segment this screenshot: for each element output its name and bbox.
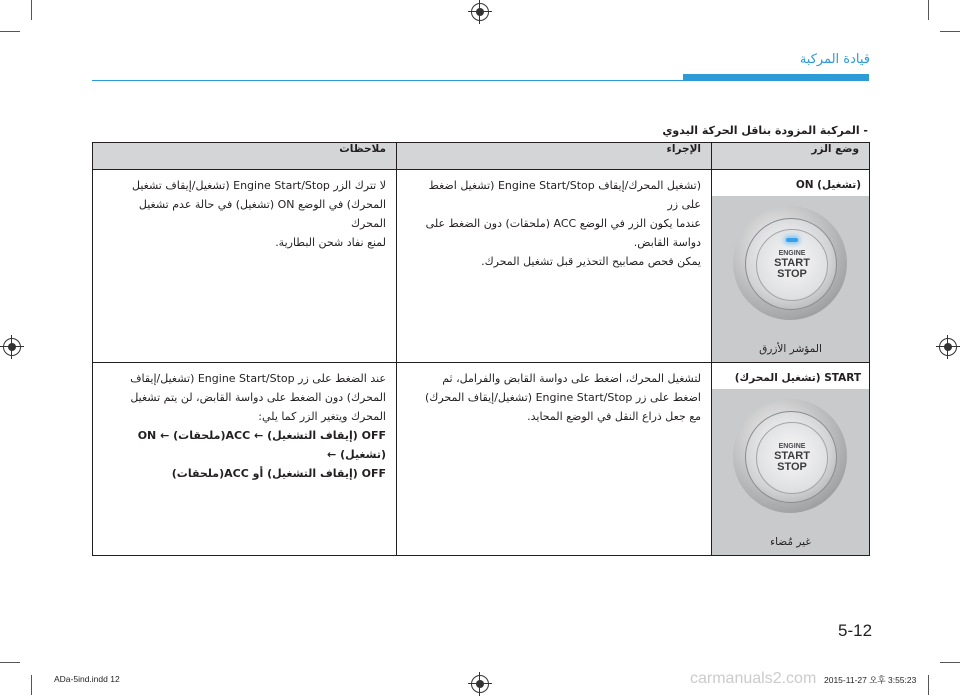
action-line: لتشغيل المحرك، اضغط على دواسة القابض والفرامل، ثم bbox=[442, 372, 701, 385]
notes-line: عند الضغط على زر Engine Start/Stop (تشغيل/إيقاف bbox=[130, 372, 386, 385]
column-header-position: وضع الزر bbox=[712, 143, 870, 170]
button-stop-text: STOP bbox=[777, 461, 807, 473]
action-cell bbox=[397, 170, 712, 363]
button-stop-text: STOP bbox=[777, 268, 807, 280]
watermark: carmanuals2.com bbox=[690, 670, 817, 687]
action-line: مع جعل ذراع النقل في الوضع المحايد. bbox=[527, 410, 701, 423]
notes-line: المحرك) دون الضغط على دواسة القابض، لن يتم تشغيل bbox=[130, 391, 386, 404]
position-cell bbox=[712, 363, 870, 556]
table-header-row bbox=[93, 143, 870, 170]
footer-file-info: ADa-5ind.indd 12 bbox=[54, 674, 120, 684]
crop-mark bbox=[940, 31, 960, 32]
crop-mark bbox=[928, 675, 929, 695]
position-cell bbox=[712, 170, 870, 363]
crop-mark bbox=[31, 0, 32, 20]
action-line: دواسة القابض. bbox=[633, 236, 701, 249]
notes-cell bbox=[93, 363, 397, 556]
notes-line: OFF (إيقاف التشغيل) أو ACC(ملحقات) bbox=[171, 467, 386, 480]
crop-mark bbox=[31, 675, 32, 695]
action-line: اضغط على زر Engine Start/Stop (تشغيل/إيقاف المحرك) bbox=[425, 391, 701, 404]
button-engine-text: ENGINE bbox=[778, 250, 806, 257]
section-accent-bar bbox=[683, 74, 869, 81]
action-cell bbox=[397, 363, 712, 556]
notes-line: المحرك ويتغير الزر كما يلي: bbox=[258, 410, 386, 423]
action-line: عندما يكون الزر في الوضع ACC (ملحقات) دون الضغط على bbox=[425, 217, 701, 230]
page-number: 5-12 bbox=[838, 621, 873, 640]
crop-mark bbox=[940, 662, 960, 663]
action-line: يمكن فحص مصابيح التحذير قبل تشغيل المحرك. bbox=[481, 255, 701, 268]
notes-cell bbox=[93, 170, 397, 363]
registration-mark-icon bbox=[3, 338, 21, 356]
crop-mark bbox=[0, 662, 20, 663]
button-start-text: START bbox=[774, 450, 810, 462]
image-caption: المؤشر الأزرق bbox=[712, 338, 869, 362]
notes-line: OFF (إيقاف التشغيل) ← ACC(ملحقات) ← ON (تشغيل) ← bbox=[137, 429, 386, 461]
button-position-table bbox=[92, 142, 870, 556]
column-header-action: الإجراء bbox=[397, 143, 712, 170]
crop-mark bbox=[928, 0, 929, 20]
registration-mark-icon bbox=[471, 3, 489, 21]
notes-line: لمنع نفاد شحن البطارية. bbox=[275, 236, 386, 249]
crop-mark bbox=[0, 31, 20, 32]
blue-indicator-icon bbox=[786, 238, 798, 242]
registration-mark-icon bbox=[471, 675, 489, 693]
position-label: (تشغيل) ON bbox=[712, 170, 869, 196]
start-button-image bbox=[712, 389, 869, 531]
notes-line: لا تترك الزر Engine Start/Stop (تشغيل/إيقاف تشغيل bbox=[132, 179, 386, 192]
button-engine-text: ENGINE bbox=[778, 443, 806, 450]
section-title: قيادة المركبة bbox=[799, 52, 870, 67]
column-header-notes: ملاحظات bbox=[93, 143, 397, 170]
registration-mark-icon bbox=[939, 338, 957, 356]
action-line: (تشغيل المحرك/إيقاف Engine Start/Stop (تشغيل اضغط على زر bbox=[428, 179, 701, 211]
table-row bbox=[93, 363, 870, 556]
table-row bbox=[93, 170, 870, 363]
start-stop-button-icon bbox=[733, 206, 847, 320]
position-label: START (تشغيل المحرك) bbox=[712, 363, 869, 389]
footer-datetime: 2015-11-27 오후 3:55:23 bbox=[824, 675, 917, 685]
notes-line: المحرك) في الوضع ON (تشغيل) في حالة عدم تشغيل المحرك bbox=[138, 198, 386, 230]
start-stop-button-icon bbox=[733, 399, 847, 513]
start-button-image bbox=[712, 196, 869, 338]
image-caption: غير مُضاء bbox=[712, 531, 869, 555]
subsection-heading: - المركبة المزودة بناقل الحركة اليدوي bbox=[662, 124, 868, 137]
button-start-text: START bbox=[774, 257, 810, 269]
